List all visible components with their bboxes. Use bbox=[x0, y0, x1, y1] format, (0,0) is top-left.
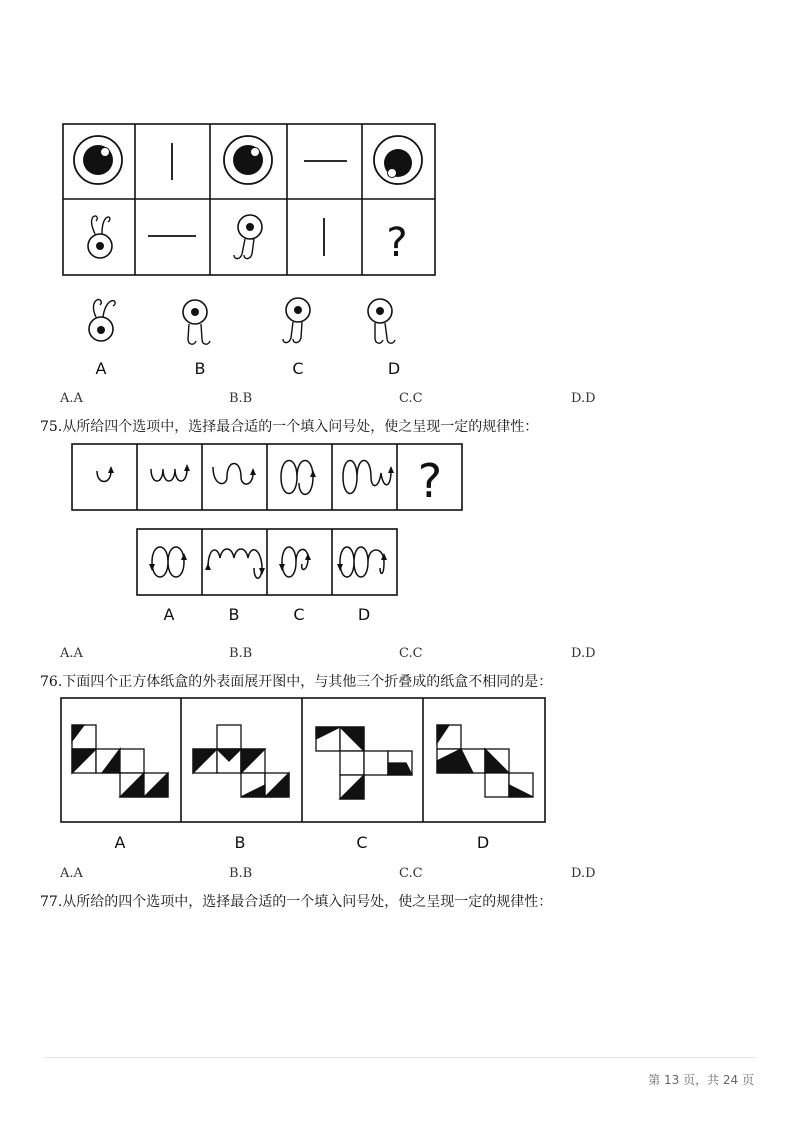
answer-option-b[interactable]: B.B bbox=[229, 866, 253, 881]
question-76-text: 76.下面四个正方体纸盒的外表面展开图中，与其他三个折叠成的纸盒不相同的是： bbox=[40, 674, 553, 690]
q74-answer-row bbox=[0, 391, 800, 411]
q75-question-mark: ? bbox=[417, 454, 443, 508]
q74-option-b-figure bbox=[183, 300, 210, 344]
q76-option-label: D bbox=[476, 833, 490, 852]
q75-option-label: B bbox=[228, 605, 240, 624]
answer-option-d[interactable]: D.D bbox=[571, 866, 596, 881]
q76-option-label: A bbox=[114, 833, 126, 852]
q74-puzzle-grid bbox=[62, 123, 436, 276]
cube-net-a bbox=[72, 725, 168, 797]
q74-option-d-figure bbox=[368, 299, 395, 343]
q74-option-label: D bbox=[387, 359, 401, 378]
q76-answer-row bbox=[0, 866, 800, 886]
q75-option-label: A bbox=[163, 605, 175, 624]
q76-option-label: C bbox=[356, 833, 368, 852]
q76-option-label: B bbox=[234, 833, 246, 852]
q75-sequence-grid bbox=[71, 443, 463, 511]
answer-option-c[interactable]: C.C bbox=[399, 646, 423, 661]
answer-option-b[interactable]: B.B bbox=[229, 646, 253, 661]
q74-option-a-figure bbox=[89, 299, 115, 341]
answer-option-d[interactable]: D.D bbox=[571, 391, 596, 406]
question-75-text: 75.从所给四个选项中，选择最合适的一个填入问号处，使之呈现一定的规律性： bbox=[40, 419, 539, 435]
question-mark: ? bbox=[386, 220, 408, 266]
q74-options bbox=[70, 294, 430, 380]
eye-feet-down-icon bbox=[234, 215, 262, 259]
q75-answer-row bbox=[0, 646, 800, 666]
answer-option-c[interactable]: C.C bbox=[399, 866, 423, 881]
cube-net-c bbox=[316, 727, 412, 799]
cube-net-b bbox=[193, 725, 289, 797]
answer-option-b[interactable]: B.B bbox=[229, 391, 253, 406]
footer-divider bbox=[44, 1057, 756, 1058]
cube-net-d bbox=[437, 725, 533, 797]
q74-option-label: C bbox=[292, 359, 304, 378]
question-77-text: 77.从所给的四个选项中，选择最合适的一个填入问号处，使之呈现一定的规律性： bbox=[40, 894, 553, 910]
q76-cube-nets bbox=[60, 697, 546, 855]
answer-option-c[interactable]: C.C bbox=[399, 391, 423, 406]
answer-option-a[interactable]: A.A bbox=[60, 391, 83, 406]
answer-option-a[interactable]: A.A bbox=[60, 866, 83, 881]
page-number: 第 13 页，共 24 页 bbox=[648, 1073, 754, 1087]
eye-feet-up-icon bbox=[88, 216, 112, 258]
answer-option-d[interactable]: D.D bbox=[571, 646, 596, 661]
q74-option-label: A bbox=[95, 359, 107, 378]
q75-option-label: D bbox=[357, 605, 371, 624]
answer-option-a[interactable]: A.A bbox=[60, 646, 83, 661]
eye-large-icon bbox=[374, 136, 422, 184]
q74-option-label: B bbox=[194, 359, 206, 378]
eye-large-icon bbox=[74, 136, 122, 184]
q74-option-c-figure bbox=[283, 298, 310, 343]
q75-options-grid bbox=[136, 528, 398, 624]
q75-option-label: C bbox=[293, 605, 305, 624]
eye-large-icon bbox=[224, 136, 272, 184]
